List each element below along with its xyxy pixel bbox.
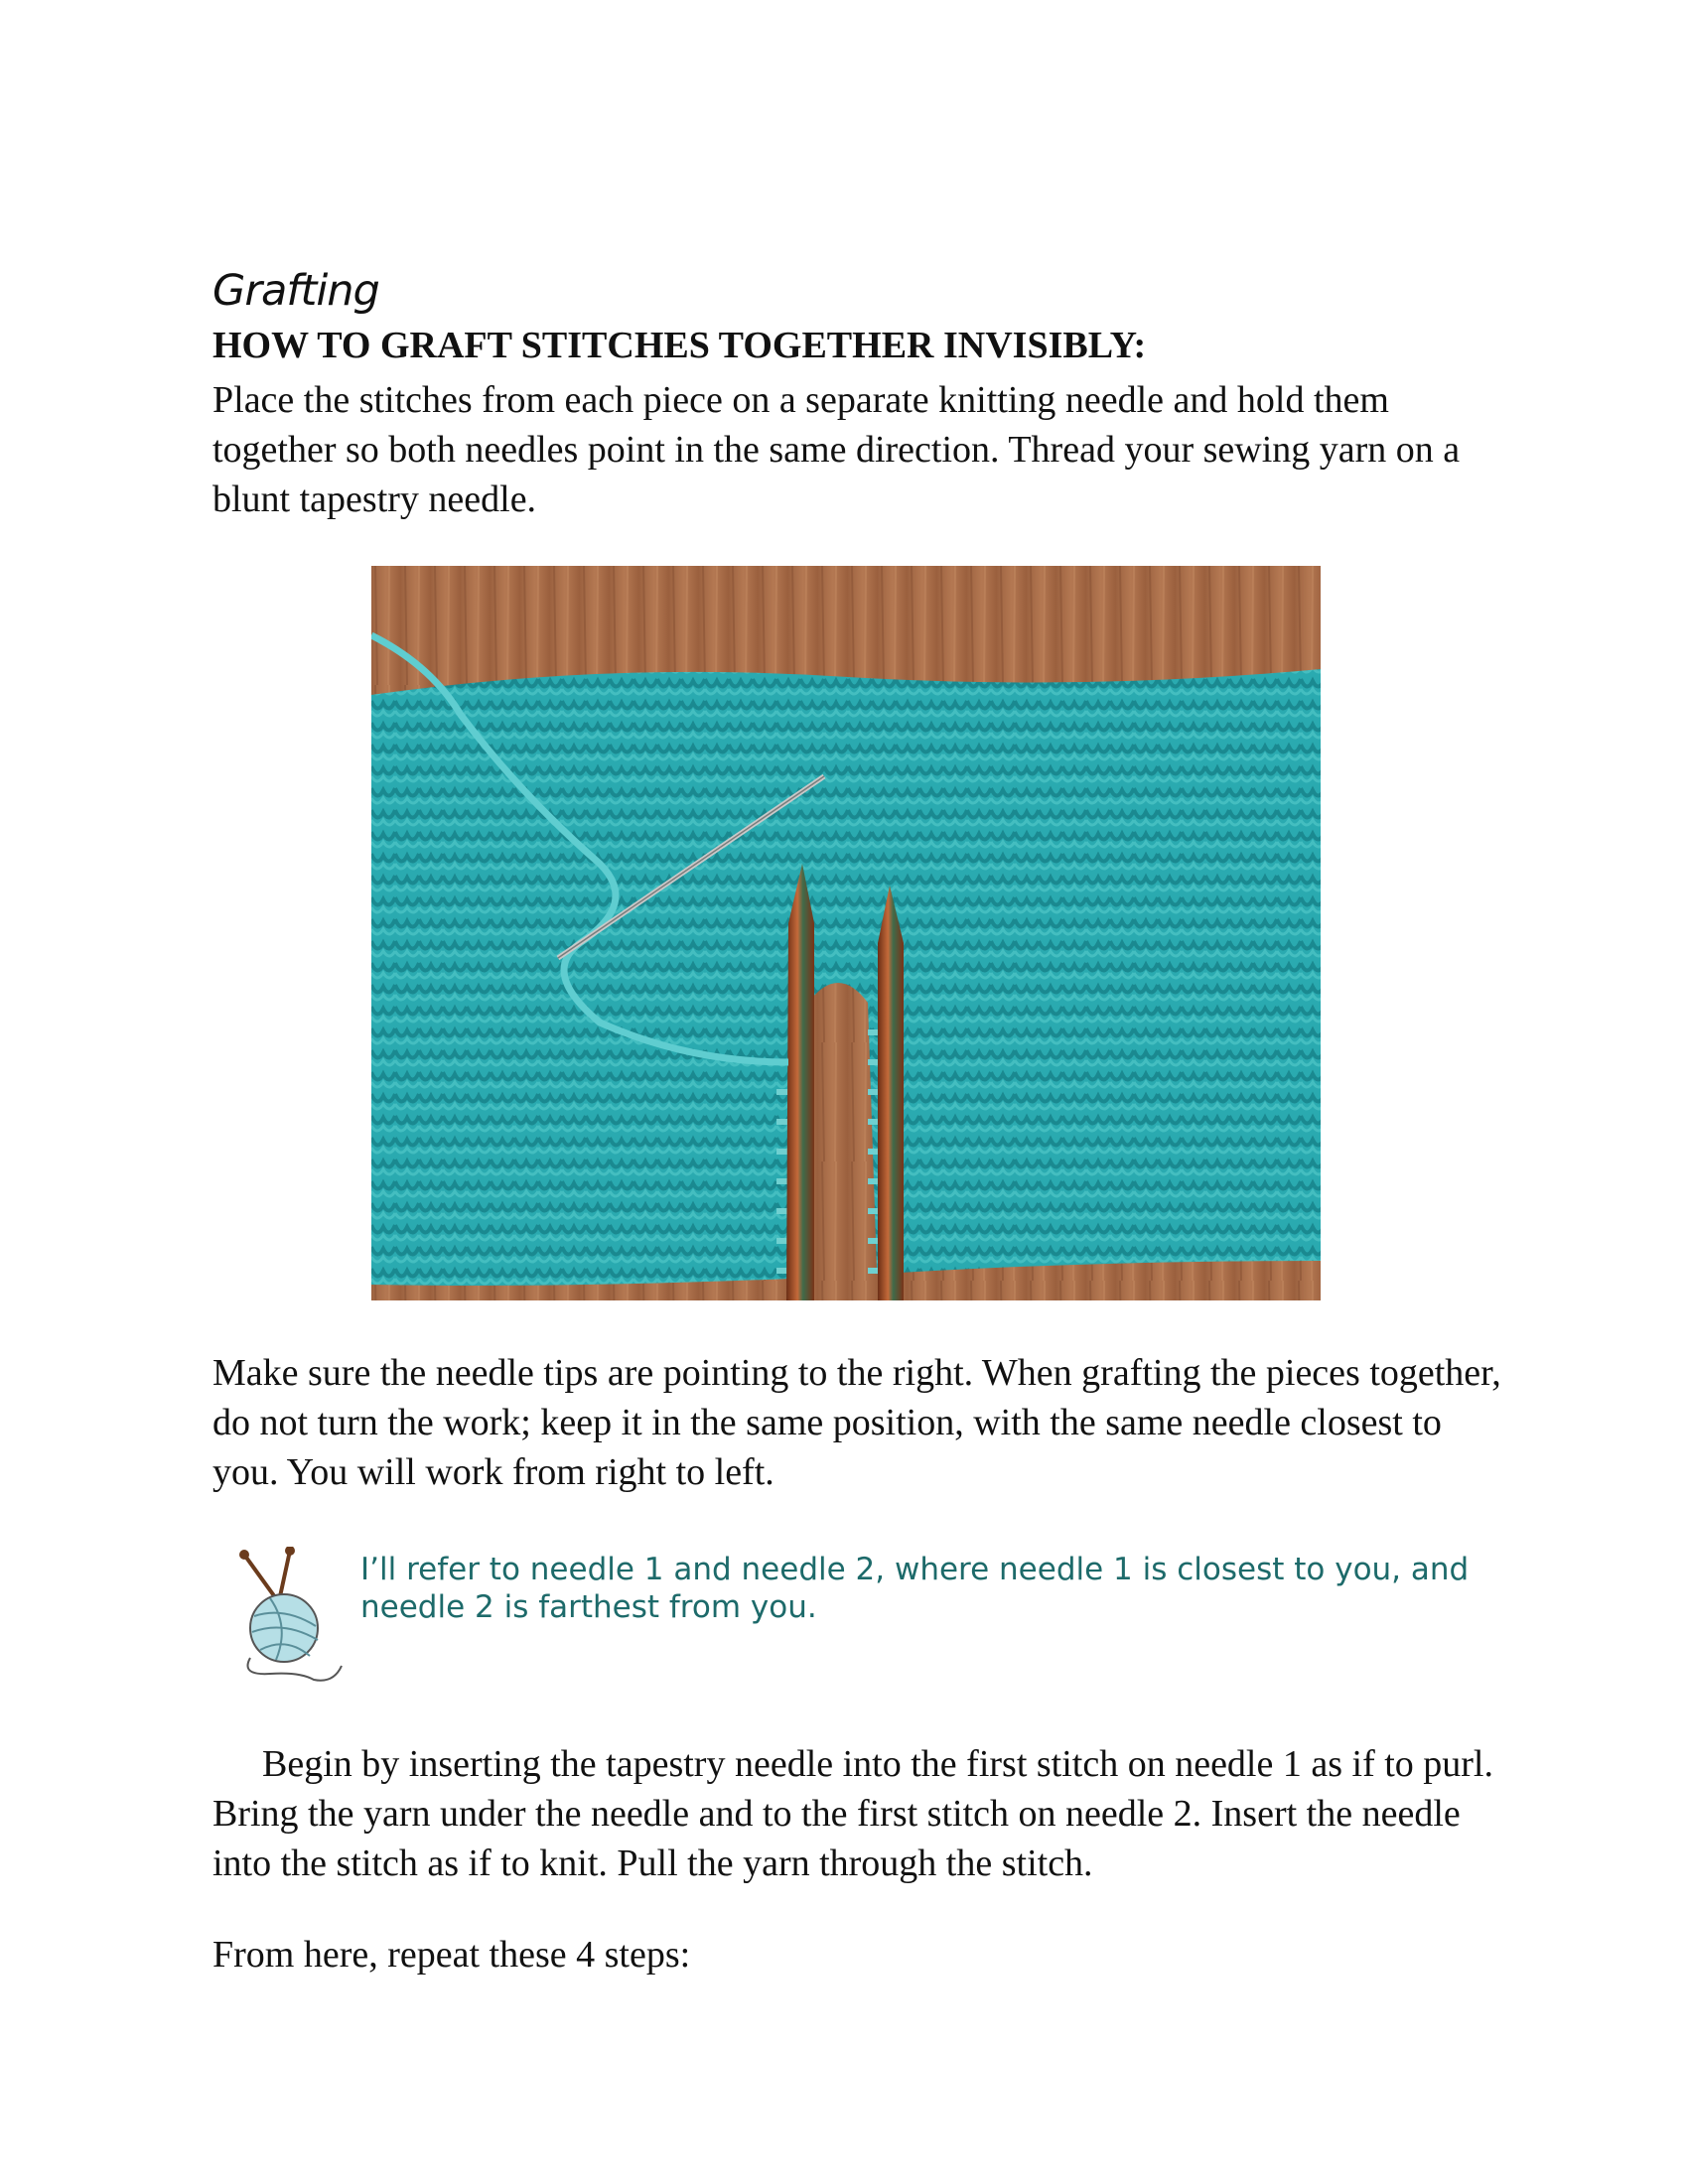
yarn-ball-icon [230, 1547, 350, 1686]
orientation-paragraph: Make sure the needle tips are pointing to the right. When grafting the pieces together, do not turn the work; keep it in the same position, with the same needle closest to you. You will work from right to left. [212, 1352, 1501, 1493]
begin-paragraph: Begin by inserting the tapestry needle into the first stitch on needle 1 as if to purl. Bring the yarn under the needle and to the first stitch on needle 2. Insert the needle into the stitch as if to knit. Pull the yarn through the stitch. [212, 1743, 1493, 1884]
tip-note: I’ll refer to needle 1 and needle 2, where needle 1 is closest to you, and needle 2 is farthest from you. [360, 1552, 1470, 1625]
repeat-paragraph: From here, repeat these 4 steps: [212, 1934, 691, 1976]
page-heading: HOW TO GRAFT STITCHES TOGETHER INVISIBLY: [212, 325, 1147, 366]
intro-paragraph: Place the stitches from each piece on a separate knitting needle and hold them together so both needles point in the same direction. Thread your sewing yarn on a blunt tapestry needle. [212, 379, 1461, 520]
knitting-grafting-photo [371, 566, 1321, 1300]
section-title: Grafting [212, 266, 379, 316]
